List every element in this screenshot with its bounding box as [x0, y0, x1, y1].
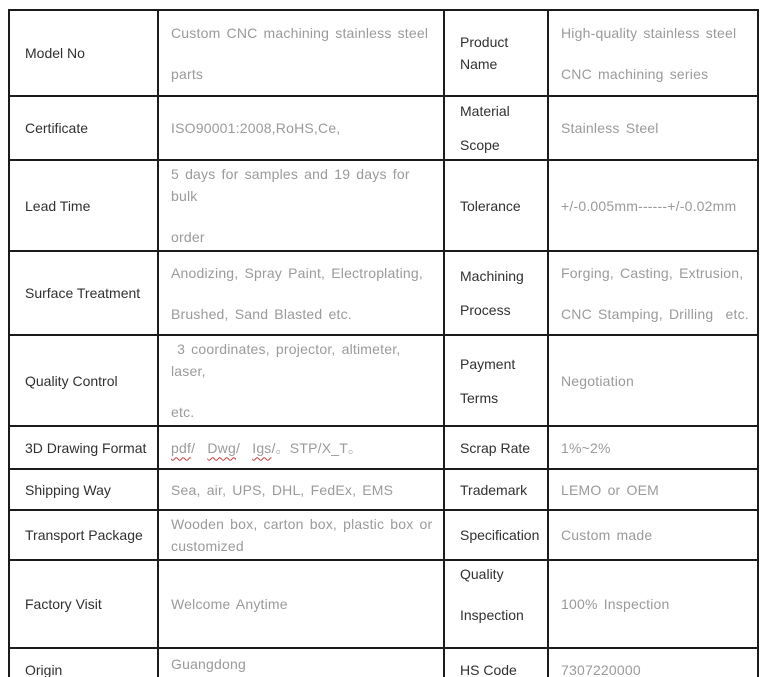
text-line: parts — [171, 65, 204, 82]
spec-label-cell: Shipping Way — [9, 469, 158, 510]
spec-value-cell — [158, 251, 444, 335]
table-row — [9, 510, 758, 560]
text-line: Material — [460, 103, 510, 119]
text-segment: / — [191, 439, 208, 456]
spec-label-cell: Lead Time — [9, 160, 158, 251]
spec-value-cell: Custom made — [548, 510, 758, 560]
table-row — [9, 335, 758, 426]
text-line: Scope — [460, 137, 500, 153]
text-line: Terms — [460, 389, 499, 406]
text-line: Custom CNC machining stainless steel — [171, 24, 429, 41]
spec-label-cell — [444, 560, 548, 648]
text-line: Forging, Casting, Extrusion, — [561, 264, 744, 281]
spec-label-cell — [444, 96, 548, 160]
spec-label-cell: Quality Control — [9, 335, 158, 426]
spec-label-cell: Model No — [9, 10, 158, 96]
text-line: Brushed, Sand Blasted etc. — [171, 305, 352, 322]
spec-value-cell — [158, 426, 444, 469]
text-line: Process — [460, 302, 511, 318]
spec-label-cell: 3D Drawing Format — [9, 426, 158, 469]
spec-value-cell — [158, 10, 444, 96]
spec-value-cell: Stainless Steel — [548, 96, 758, 160]
spec-value-cell: 1%~2% — [548, 426, 758, 469]
table-row — [9, 160, 758, 251]
table-row — [9, 648, 758, 677]
text-line: Machining — [460, 268, 524, 284]
spec-label-cell: Factory Visit — [9, 560, 158, 648]
table-row — [9, 251, 758, 335]
spec-label-cell: Product Name — [444, 10, 548, 96]
product-spec-table — [8, 9, 759, 677]
text-line: Anodizing, Spray Paint, Electroplating, — [171, 264, 423, 281]
spec-label-cell — [444, 251, 548, 335]
spec-value-cell: LEMO or OEM — [548, 469, 758, 510]
misspelled-text: Igs — [252, 439, 272, 456]
spec-value-cell: Wooden box, carton box, plastic box or customized — [158, 510, 444, 560]
text-segment: / — [235, 439, 253, 456]
text-line: order — [171, 229, 205, 245]
spec-label-cell: Tolerance — [444, 160, 548, 251]
spec-label-cell: HS Code — [444, 648, 548, 677]
spec-value-cell — [158, 335, 444, 426]
spec-value-cell: 100% Inspection — [548, 560, 758, 648]
spec-label-cell: Transport Package — [9, 510, 158, 560]
spec-value-cell: ISO90001:2008,RoHS,Ce, — [158, 96, 444, 160]
text-line: Quality — [460, 566, 504, 582]
spec-label-cell: Certificate — [9, 96, 158, 160]
spec-table-body — [9, 10, 758, 677]
text-segment: /。STP/X_T。 — [271, 439, 363, 456]
text-line: Inspection — [460, 607, 524, 623]
misspelled-text: Dwg — [207, 439, 236, 456]
spec-value-cell: +/-0.005mm------+/-0.02mm — [548, 160, 758, 251]
spec-label-cell: Origin — [9, 648, 158, 677]
table-row — [9, 560, 758, 648]
spec-label-cell: Scrap Rate — [444, 426, 548, 469]
spec-value-cell — [548, 251, 758, 335]
text-line: High-quality stainless steel — [561, 24, 737, 41]
table-row — [9, 96, 758, 160]
drawing-format-text — [171, 437, 437, 459]
text-line: 5 days for samples and 19 days for bulk — [171, 166, 416, 204]
spec-label-cell: Trademark — [444, 469, 548, 510]
spec-label-cell: Specification — [444, 510, 548, 560]
spec-value-cell: 7307220000 — [548, 648, 758, 677]
text-line: etc. — [171, 404, 195, 420]
spec-value-cell: Welcome Anytime — [158, 560, 444, 648]
spec-value-cell — [158, 160, 444, 251]
misspelled-text: pdf — [171, 439, 192, 456]
text-line: Payment — [460, 355, 516, 372]
text-line: 3 coordinates, projector, altimeter, laser, — [171, 341, 407, 379]
spec-value-cell: Sea, air, UPS, DHL, FedEx, EMS — [158, 469, 444, 510]
spec-value-cell — [548, 10, 758, 96]
table-row — [9, 10, 758, 96]
spec-value-cell: Guangdong — [158, 648, 444, 677]
spec-label-cell — [444, 335, 548, 426]
spec-label-cell: Surface Treatment — [9, 251, 158, 335]
text-line: CNC machining series — [561, 65, 709, 82]
table-row — [9, 469, 758, 510]
text-line: CNC Stamping, Drilling etc. — [561, 305, 749, 322]
spec-value-cell: Negotiation — [548, 335, 758, 426]
table-row — [9, 426, 758, 469]
